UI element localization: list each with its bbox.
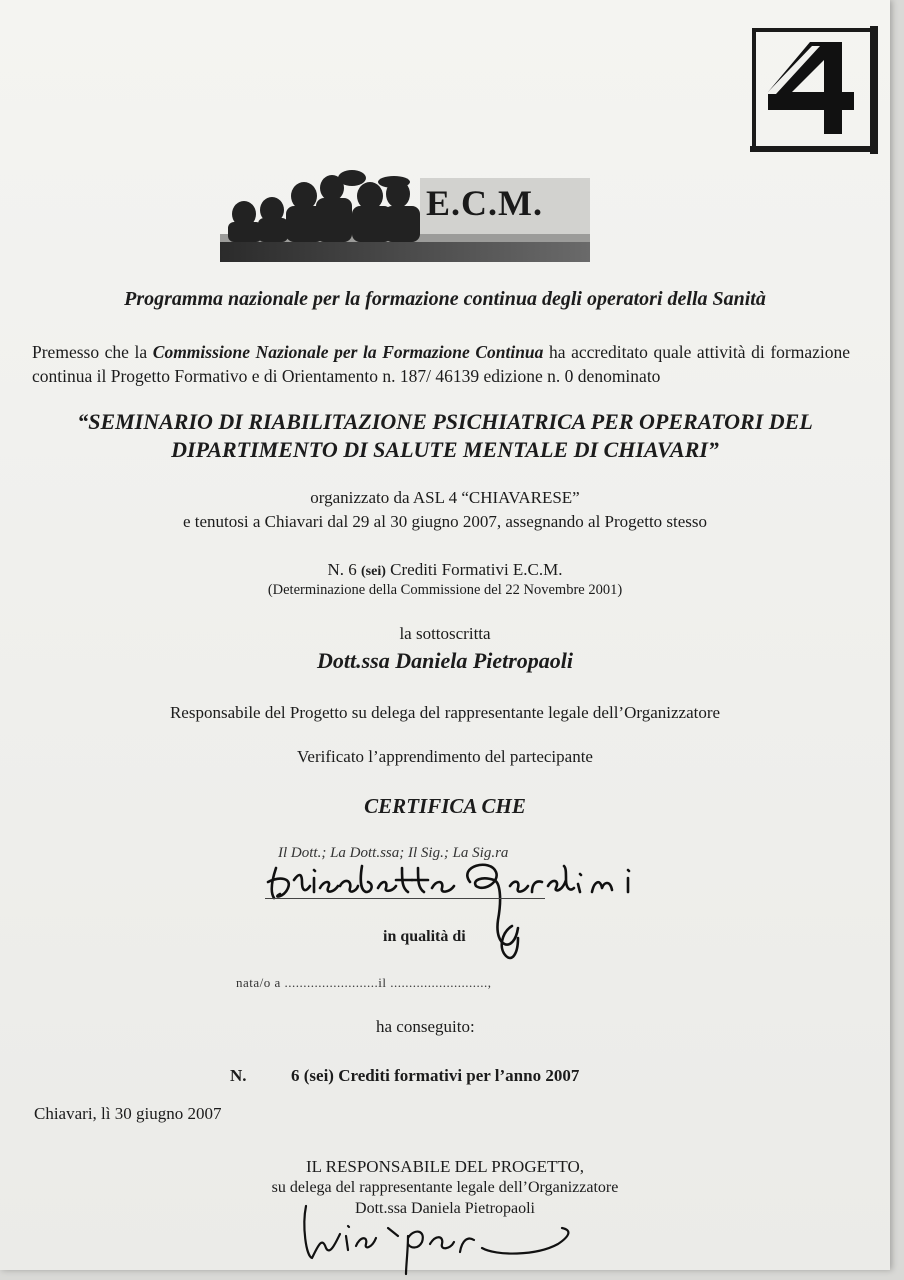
premise-after: ha accreditato quale attività di formazione continua il Progetto Formativo e di Orientamento n. 187/ 46139 edizione n. 0 denominato: [32, 342, 850, 386]
undersigned: la sottoscritta: [399, 624, 491, 643]
verified-learning: Verificato l’apprendimento del partecipante: [297, 747, 593, 766]
responsible-role: Responsabile del Progetto su delega del rappresentante legale dell’Organizzatore: [169, 703, 721, 722]
credits-sei: (sei): [361, 564, 386, 579]
titles-options: Il Dott.; La Dott.ssa; Il Sig.; La Sig.ra: [278, 845, 509, 861]
held-info: e tenutosi a Chiavari dal 29 al 30 giugno 2007, assegnando al Progetto stesso: [182, 512, 708, 531]
seminar-title-line2: DIPARTIMENTO DI SALUTE MENTALE DI CHIAVARI”: [171, 437, 719, 462]
commission-name: Commissione Nazionale per la Formazione Continua: [152, 342, 544, 362]
credits-suffix: Crediti Formativi E.C.M.: [385, 560, 563, 579]
place-date: Chiavari, lì 30 giugno 2007: [34, 1104, 222, 1123]
seminar-title: [0, 408, 890, 464]
determination: (Determinazione della Commissione del 22 Novembre 2001): [267, 582, 623, 598]
signature-block-delegation: su delega del rappresentante legale dell’Organizzatore: [271, 1179, 619, 1196]
signature-line: [265, 898, 545, 899]
achieved-credits-text: 6 (sei) Crediti formativi per l’anno 2007: [291, 1066, 580, 1085]
responsible-signature: [296, 1196, 576, 1276]
asl4-logo: [748, 22, 882, 154]
premise-before: Premesso che la: [32, 342, 153, 362]
participant-signature: [262, 858, 702, 968]
seminar-title-line1: “SEMINARIO DI RIABILITAZIONE PSICHIATRICA PER OPERATORI DEL: [77, 409, 813, 434]
people-silhouettes-icon: [228, 170, 420, 242]
signature-block-title: IL RESPONSABILE DEL PROGETTO,: [306, 1157, 584, 1176]
credits-prefix: N. 6: [327, 560, 362, 579]
signature-block-name: Dott.ssa Daniela Pietropaoli: [355, 1200, 535, 1217]
born-field: nata/o a .........................il ..........................,: [236, 975, 492, 990]
in-quality-of: in qualità di: [383, 928, 466, 945]
responsible-name: Dott.ssa Daniela Pietropaoli: [316, 648, 574, 673]
organized-by: organizzato da ASL 4 “CHIAVARESE”: [310, 488, 580, 507]
ecm-label: E.C.M.: [426, 183, 543, 223]
certifies-heading: CERTIFICA CHE: [364, 794, 526, 818]
premise-paragraph: [32, 340, 850, 388]
achieved-credits-n: N.: [230, 1066, 247, 1085]
program-title: Programma nazionale per la formazione continua degli operatori della Sanità: [124, 288, 766, 310]
ecm-credits-line: [0, 560, 890, 580]
achieved-label: ha conseguito:: [376, 1017, 475, 1036]
